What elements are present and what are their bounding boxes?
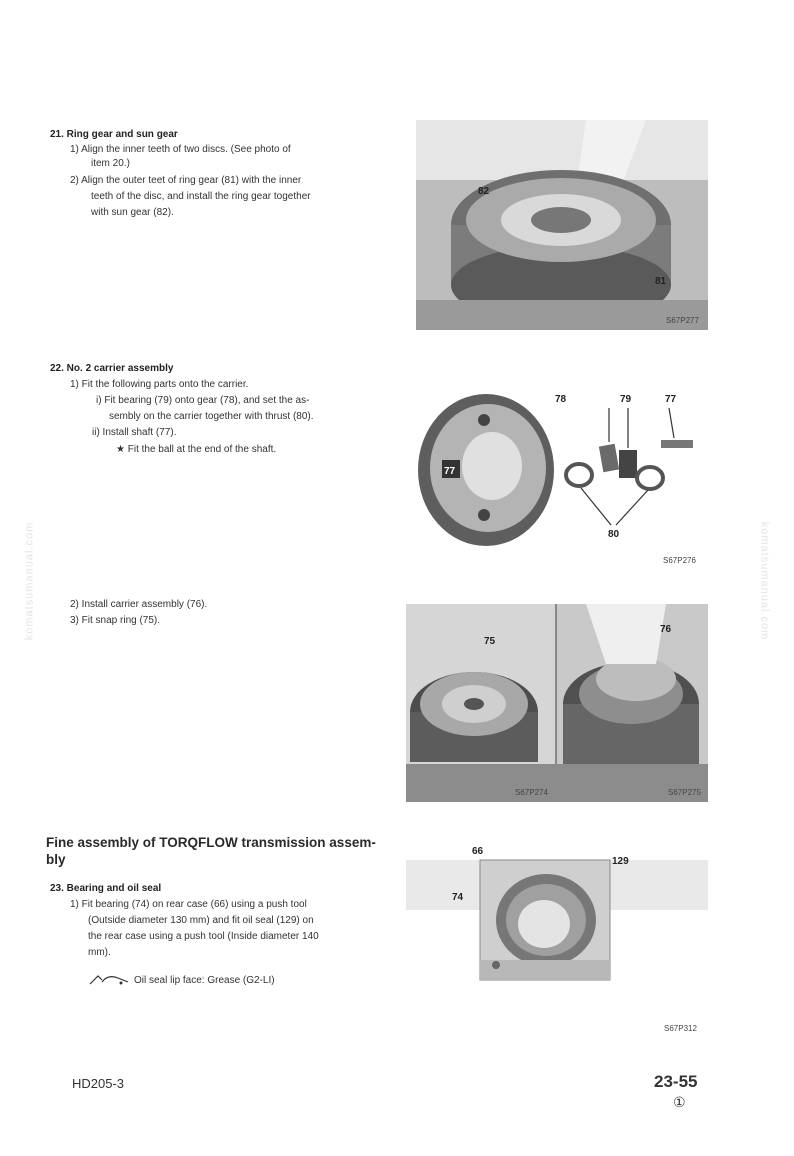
photo21-code: S67P277 <box>666 316 699 325</box>
footer-model: HD205-3 <box>72 1076 125 1091</box>
carrier-photo <box>416 390 708 550</box>
photo22b-label-75: 75 <box>484 636 496 647</box>
ring-gear-photo <box>416 120 708 330</box>
photo22-label-80: 80 <box>608 529 620 540</box>
section-23-line-1: 1) Fit bearing (74) on rear case (66) using a push tool <box>70 899 307 910</box>
photo21-label-82: 82 <box>478 186 490 197</box>
section-23-line-4: mm). <box>88 947 111 958</box>
section-23-line-2: (Outside diameter 130 mm) and fit oil seal (129) on <box>88 915 314 926</box>
photo23-label-66: 66 <box>472 846 484 857</box>
grease-icon <box>88 972 132 986</box>
section-21-heading: 21. Ring gear and sun gear <box>50 129 178 140</box>
photo23-code: S67P312 <box>664 1024 697 1033</box>
section-22-line-1: 1) Fit the following parts onto the carrier. <box>70 379 249 390</box>
footer-revision-mark: ① <box>673 1094 686 1110</box>
photo23-label-74: 74 <box>452 892 464 903</box>
rear-case-photo <box>406 840 708 1000</box>
section-21-step-1b: item 20.) <box>91 158 130 169</box>
photo23-label-129: 129 <box>612 856 629 867</box>
fine-assembly-heading <box>46 834 376 868</box>
section-21-step-2b: teeth of the disc, and install the ring gear together <box>91 191 311 202</box>
section-23-line-3: the rear case using a push tool (Inside diameter 140 <box>88 931 319 942</box>
photo22-label-77-right: 77 <box>665 394 677 405</box>
section-23-heading: 23. Bearing and oil seal <box>50 883 162 894</box>
photo21-label-81: 81 <box>655 276 667 287</box>
section-22-line-3: sembly on the carrier together with thrust (80). <box>109 411 314 422</box>
section-23-note: Oil seal lip face: Grease (G2-LI) <box>134 975 275 986</box>
fine-assembly-heading-line-1: Fine assembly of TORQFLOW transmission assem- <box>46 835 376 850</box>
watermark-left: komatsumanual.com <box>23 521 36 641</box>
section-22-line-5: ★ Fit the ball at the end of the shaft. <box>116 444 277 455</box>
section-22-step-3: 3) Fit snap ring (75). <box>70 615 161 626</box>
section-22-heading: 22. No. 2 carrier assembly <box>50 363 174 374</box>
footer-page-number: 23-55 <box>654 1072 698 1091</box>
photo22-label-77-left: 77 <box>444 466 456 477</box>
photo22-code: S67P276 <box>663 556 696 565</box>
section-21-step-2a: 2) Align the outer teet of ring gear (81) with the inner <box>70 175 302 186</box>
section-21-step-1a: 1) Align the inner teeth of two discs. (See photo of <box>70 144 291 155</box>
section-22-line-4: ii) Install shaft (77). <box>92 427 177 438</box>
fine-assembly-heading-line-2: bly <box>46 852 66 867</box>
section-22-step-2: 2) Install carrier assembly (76). <box>70 599 208 610</box>
section-21-step-2c: with sun gear (82). <box>91 207 174 218</box>
watermark-right: komatsumanual.com <box>758 521 771 641</box>
photo22b-code-2: S67P275 <box>668 788 701 797</box>
section-22-line-2: i) Fit bearing (79) onto gear (78), and set the as- <box>96 395 310 406</box>
photo22-label-78: 78 <box>555 394 567 405</box>
photo22b-label-76: 76 <box>660 624 672 635</box>
photo22b-code-1: S67P274 <box>515 788 548 797</box>
photo22-label-79: 79 <box>620 394 632 405</box>
